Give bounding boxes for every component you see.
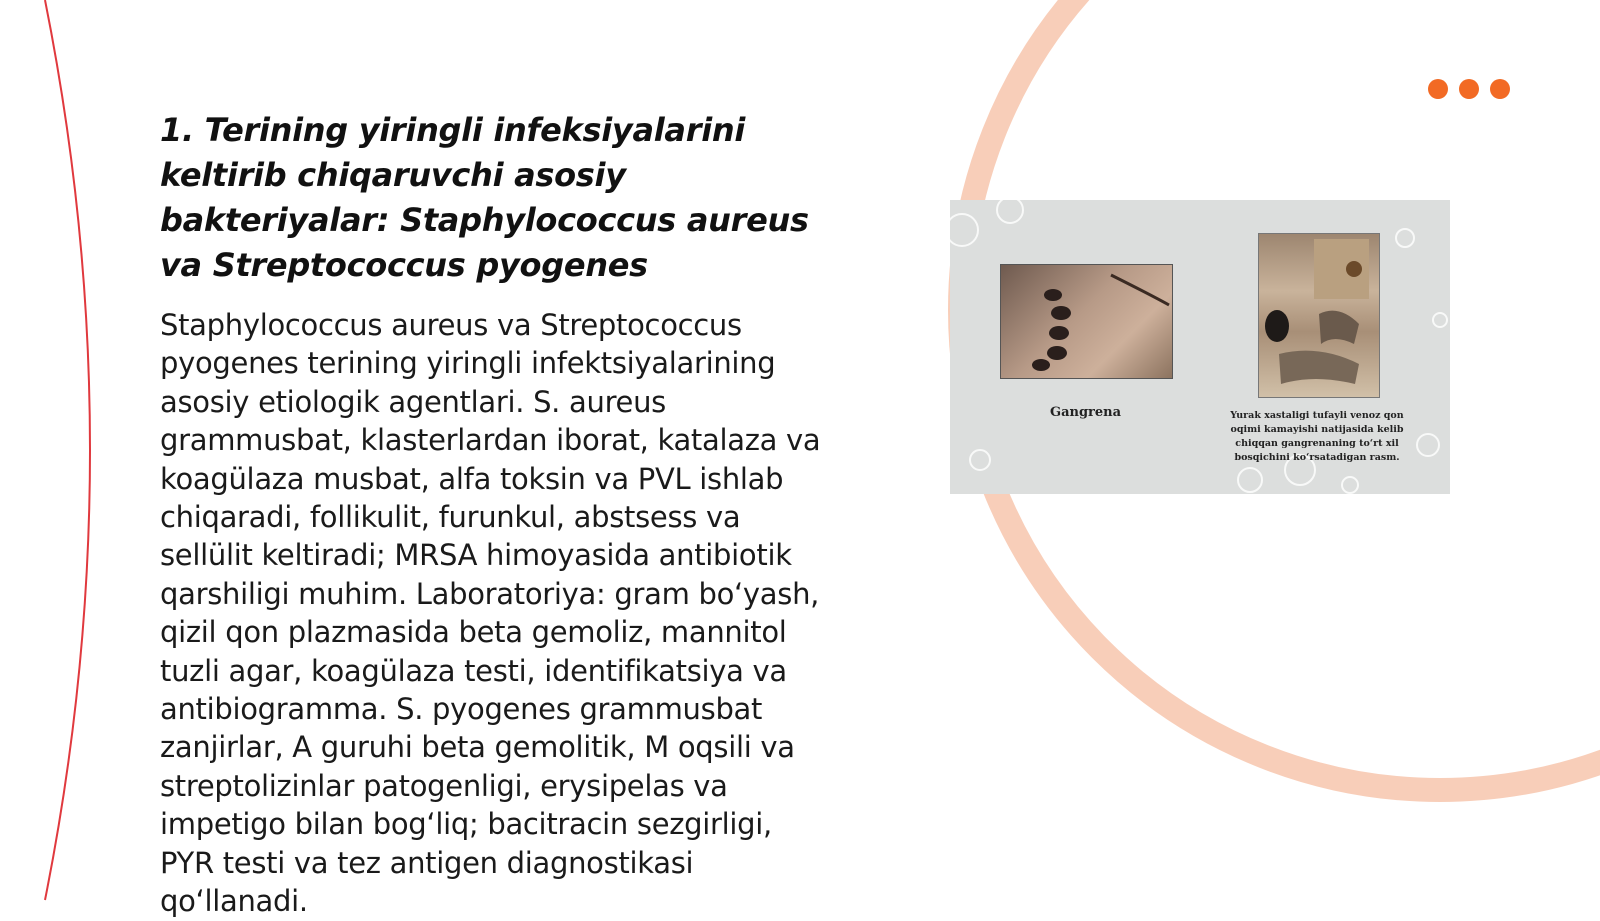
left-arc-line <box>45 0 90 900</box>
slide-title: 1. Terining yiringli infeksiyalarini keltirib chiqaruvchi asosiy bakteriyalar: Staphylococcus aureus va Streptococcus pyogenes <box>160 111 809 284</box>
slide-content <box>160 108 830 921</box>
gangrene-figure <box>950 200 1450 494</box>
dot-icon <box>1490 79 1510 99</box>
figure-caption-left: Gangrena <box>1049 405 1122 420</box>
slide-body-text: Staphylococcus aureus va Streptococcus pyogenes terining yiringli infektsiyalarining asosiy etiologik agentlari. S. aureus grammusbat, klasterlardan iborat, katalaza va koagülaza musbat, alfa toksin va PVL ishlab chiqaradi, follikulit, furunkul, abstsess va sellülit keltiradi; MRSA himoyasida antibiotik qarshiligi muhim. Laboratoriya: gram bo‘yash, qizil qon plazmasida beta gemoliz, mannitol tuzli agar, koagülaza testi, identifikatsiya va antibiogramma. S. pyogenes grammusbat zanjirlar, A guruhi beta gemolitik, M oqsili va streptolizinlar patogenligi, erysipelas va impetigo bilan bog‘liq; bacitracin sezgirligi, PYR testi va tez antigen diagnostikasi qo‘llanadi. <box>160 308 821 919</box>
three-dots-icon <box>1428 79 1510 99</box>
gangrene-photo <box>1000 264 1173 379</box>
dot-icon <box>1428 79 1448 99</box>
figure-caption-right: Yurak xastaligi tufayli venoz qon oqimi kamayishi natijasida kelib chiqqan gangrenaning to‘rt xil bosqichini ko‘rsatadigan rasm. <box>1230 410 1404 463</box>
gangrene-stages-photo <box>1258 233 1380 398</box>
dot-icon <box>1459 79 1479 99</box>
